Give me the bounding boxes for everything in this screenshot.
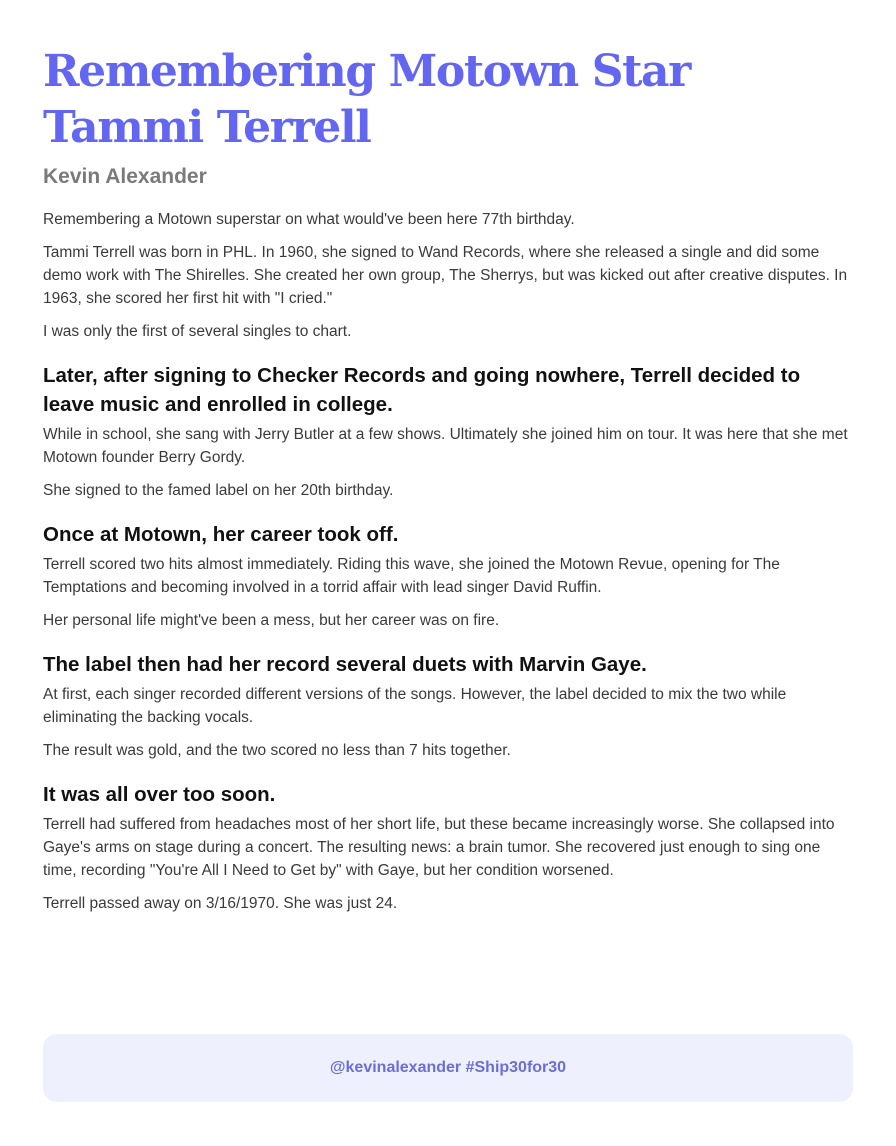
section-heading: It was all over too soon. [43, 783, 276, 806]
paragraph: Terrell scored two hits almost immediately. Riding this wave, she joined the Motown Revue, opening for The Temptations and becoming involved in a torrid affair with lead singer David Ruffin. [43, 556, 780, 596]
paragraph: Her personal life might've been a mess, but her career was on fire. [43, 612, 500, 629]
paragraph: Terrell had suffered from headaches most of her short life, but these became increasingly worse. She collapsed into Gaye's arms on stage during a concert. The resulting news: a brain tumor. She recovered just enough to sing one time, recording "You're All I Need to Get by" with Gaye, but her condition worsened. [43, 816, 835, 879]
article-title: Remembering Motown Star Tammi Terrell [43, 46, 690, 153]
section-heading: The label then had her record several duets with Marvin Gaye. [43, 653, 647, 676]
section-heading: Later, after signing to Checker Records and going nowhere, Terrell decided to leave music and enrolled in college. [43, 364, 801, 416]
paragraph: While in school, she sang with Jerry Butler at a few shows. Ultimately she joined him on tour. It was here that she met Motown founder Berry Gordy. [43, 426, 848, 466]
footer-banner [43, 1034, 853, 1102]
paragraph: Terrell passed away on 3/16/1970. She was just 24. [43, 895, 398, 912]
paragraph: At first, each singer recorded different versions of the songs. However, the label decided to mix the two while eliminating the backing vocals. [43, 686, 787, 726]
paragraph: I was only the first of several singles to chart. [43, 323, 352, 340]
article-author: Kevin Alexander [43, 165, 207, 188]
section-heading: Once at Motown, her career took off. [43, 523, 399, 546]
paragraph: She signed to the famed label on her 20th birthday. [43, 482, 394, 499]
paragraph: The result was gold, and the two scored no less than 7 hits together. [43, 742, 511, 759]
paragraph: Tammi Terrell was born in PHL. In 1960, she signed to Wand Records, where she released a single and did some demo work with The Shirelles. She created her own group, The Sherrys, but was kicked out after creative disputes. In 1963, she scored her first hit with "I cried." [43, 244, 848, 307]
article-content [43, 44, 855, 925]
paragraph: Remembering a Motown superstar on what would've been here 77th birthday. [43, 211, 575, 228]
footer-handle: @kevinalexander #Ship30for30 [329, 1059, 567, 1076]
